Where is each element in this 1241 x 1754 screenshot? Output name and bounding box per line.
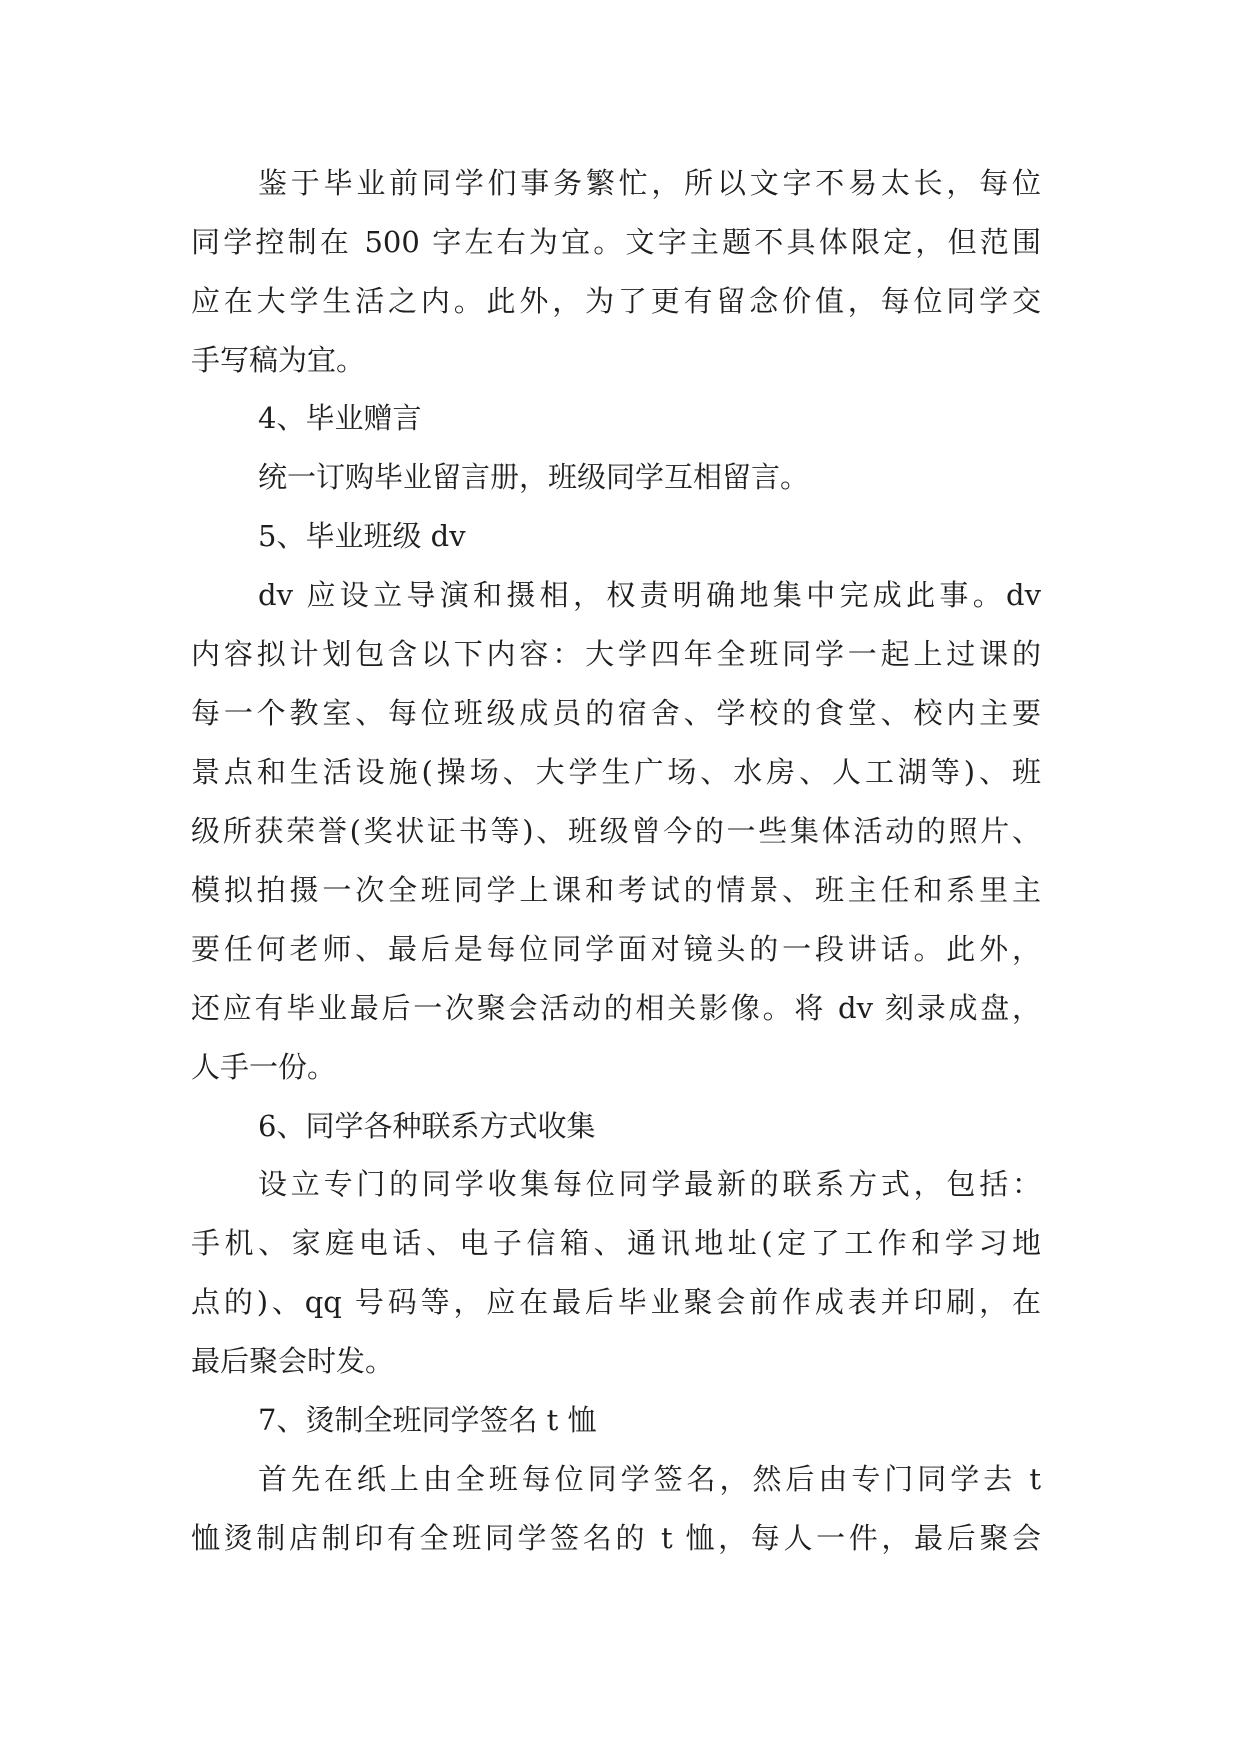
paragraph-line: 点的)、qq 号码等，应在最后毕业聚会前作成表并印刷，在 [191, 1285, 1041, 1319]
paragraph-line: 同学控制在 500 字左右为宜。文字主题不具体限定，但范围 [191, 225, 1041, 259]
paragraph-line: 鉴于毕业前同学们事务繁忙，所以文字不易太长，每位 [258, 166, 1041, 200]
paragraph-line: 内容拟计划包含以下内容：大学四年全班同学一起上过课的 [191, 637, 1041, 671]
section-heading: 4、毕业赠言 [258, 401, 422, 435]
paragraph-line: 首先在纸上由全班每位同学签名，然后由专门同学去 t [258, 1462, 1041, 1496]
paragraph-line: 手写稿为宜。 [191, 343, 366, 377]
paragraph-line: 还应有毕业最后一次聚会活动的相关影像。将 dv 刻录成盘， [191, 991, 1041, 1025]
section-heading: 7、烫制全班同学签名 t 恤 [258, 1403, 597, 1437]
paragraph-line: 要任何老师、最后是每位同学面对镜头的一段讲话。此外， [191, 932, 1041, 966]
paragraph-line: 级所获荣誉(奖状证书等)、班级曾今的一些集体活动的照片、 [191, 814, 1041, 848]
paragraph-line: 应在大学生活之内。此外，为了更有留念价值，每位同学交 [191, 284, 1041, 318]
paragraph-line: 景点和生活设施(操场、大学生广场、水房、人工湖等)、班 [191, 755, 1041, 789]
paragraph-line: dv 应设立导演和摄相，权责明确地集中完成此事。dv [258, 578, 1041, 612]
paragraph-line: 最后聚会时发。 [191, 1344, 395, 1378]
paragraph-line: 设立专门的同学收集每位同学最新的联系方式，包括： [258, 1167, 1041, 1201]
paragraph-line: 人手一份。 [191, 1050, 337, 1084]
paragraph-line: 恤烫制店制印有全班同学签名的 t 恤，每人一件，最后聚会 [191, 1521, 1041, 1555]
paragraph-line: 手机、家庭电话、电子信箱、通讯地址(定了工作和学习地 [191, 1226, 1041, 1260]
section-heading: 5、毕业班级 dv [258, 519, 466, 553]
paragraph-line: 模拟拍摄一次全班同学上课和考试的情景、班主任和系里主 [191, 873, 1041, 907]
paragraph-line: 统一订购毕业留言册，班级同学互相留言。 [258, 460, 810, 494]
section-heading: 6、同学各种联系方式收集 [258, 1109, 596, 1143]
paragraph-line: 每一个教室、每位班级成员的宿舍、学校的食堂、校内主要 [191, 696, 1041, 730]
